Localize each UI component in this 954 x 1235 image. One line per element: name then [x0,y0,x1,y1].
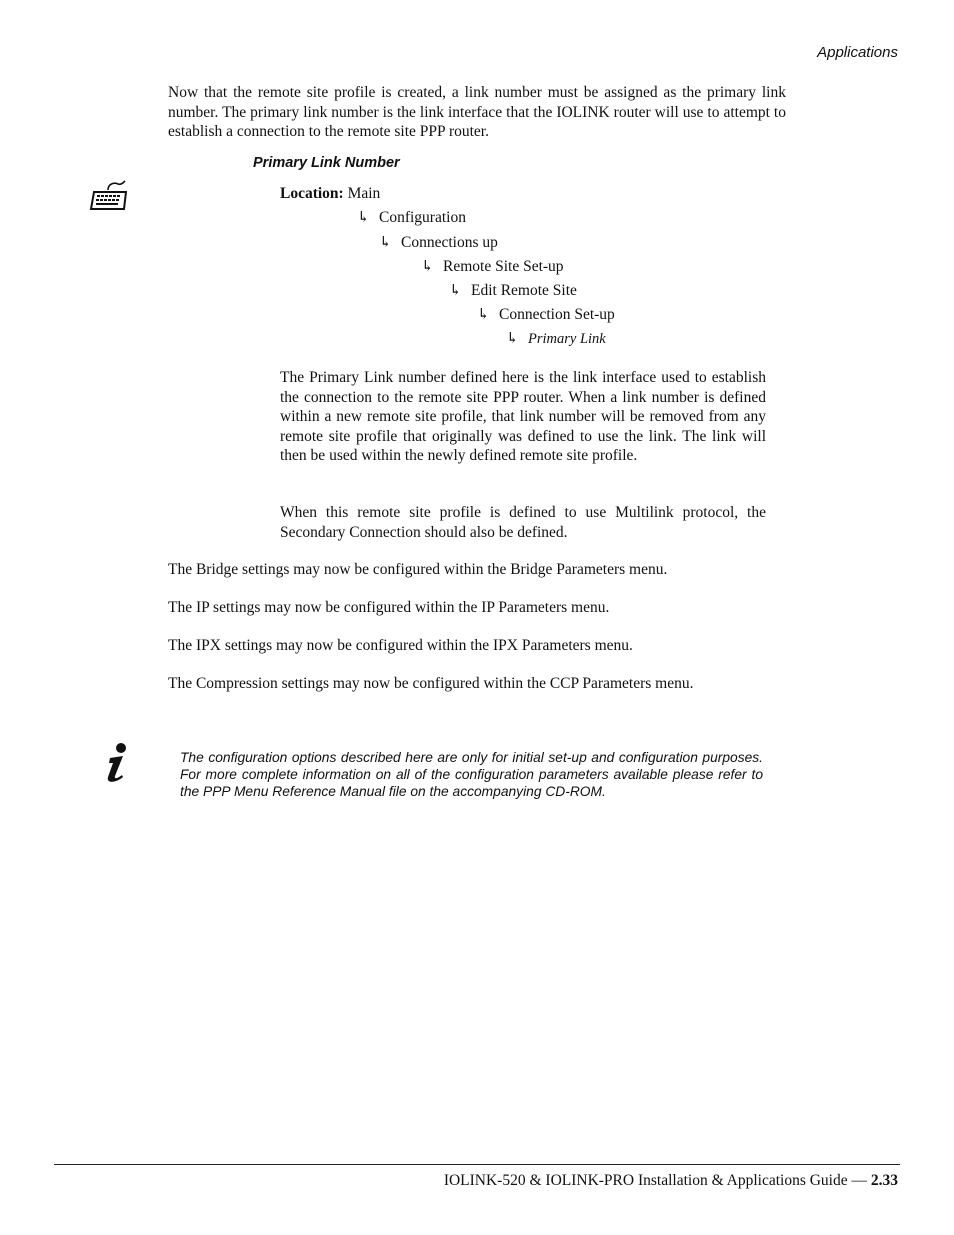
location-label: Location: [280,185,344,202]
location-step-label: Edit Remote Site [471,282,577,299]
settings-line: The Bridge settings may now be configured within the Bridge Parameters menu. [168,561,668,578]
location-final-label: Primary Link [528,331,606,347]
location-step-label: Connection Set-up [499,306,615,323]
running-header: Applications [817,44,898,61]
menu-arrow-icon: ↳ [421,259,434,275]
location-step [449,281,577,301]
section-heading: Primary Link Number [253,155,400,171]
location-step-label: Configuration [379,209,466,226]
location-root [280,184,380,203]
menu-arrow-icon: ↳ [477,307,490,323]
intro-paragraph: Now that the remote site profile is created, a link number must be assigned as the primary link number. The primary link number is the link interface that the IOLINK router will use to attempt to establish a connection to the remote site PPP router. [168,84,786,140]
body-paragraph: When this remote site profile is defined to use Multilink protocol, the Secondary Connection should also be defined. [280,504,766,541]
menu-arrow-icon: ↳ [506,331,519,347]
menu-arrow-icon: ↳ [379,235,392,251]
location-step-label: Connections up [401,234,498,251]
location-step [477,305,615,325]
location-step [357,208,466,228]
footer-title: IOLINK-520 & IOLINK-PRO Installation & Applications Guide — [443,1172,867,1189]
settings-line: The Compression settings may now be configured within the CCP Parameters menu. [168,675,694,692]
info-icon [98,742,132,784]
page-number: 2.33 [870,1172,898,1189]
body-paragraph: The Primary Link number defined here is the link interface used to establish the connection to the remote site PPP router. When a link number is defined within a new remote site profile, that link number will be removed from any remote site profile that originally was defined to use the link. The link will then be used within the newly defined remote site profile. [280,369,766,464]
page-footer [444,1172,898,1190]
location-step [379,233,498,253]
note-text: The configuration options described here are only for initial set-up and configuration purposes. For more complete information on all of the configuration parameters available please refer to the PPP Menu Reference Manual file on the accompanying CD-ROM. [180,750,763,799]
location-step-label: Remote Site Set-up [443,258,564,275]
location-root-value: Main [347,185,381,202]
settings-line: The IPX settings may now be configured within the IPX Parameters menu. [168,637,633,654]
settings-line: The IP settings may now be configured within the IP Parameters menu. [168,599,610,616]
keyboard-icon [88,180,130,212]
location-step-final [506,329,606,349]
menu-arrow-icon: ↳ [449,283,462,299]
footer-rule [54,1164,900,1165]
menu-arrow-icon: ↳ [357,210,370,226]
location-step [421,257,564,277]
